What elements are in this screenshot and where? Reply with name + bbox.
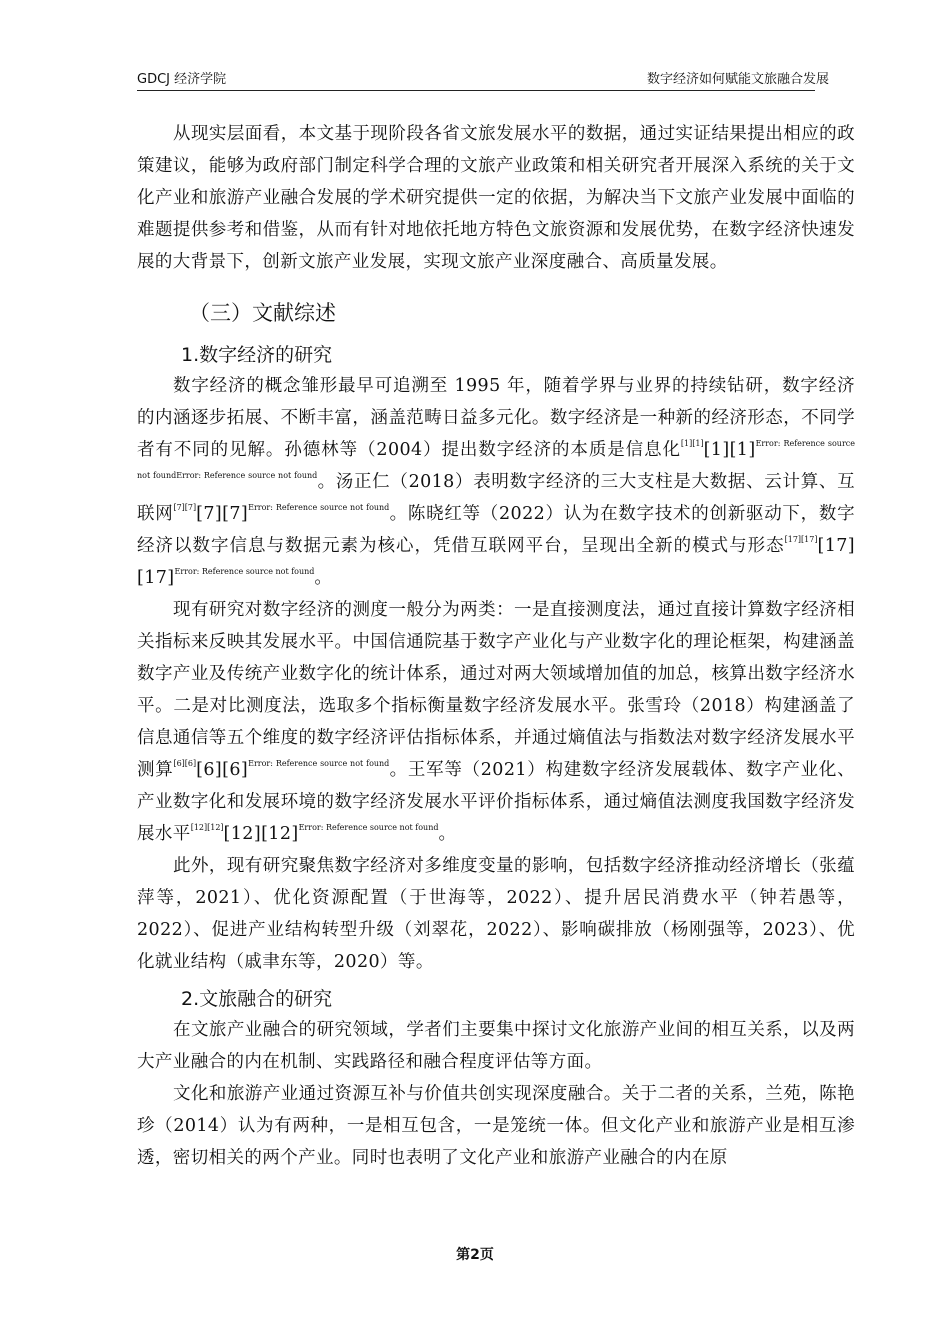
paragraph-digital-economy-measurement: [137, 594, 855, 850]
text-run: 。汤正仁（2018）表明数字经济的三大支柱是大数据、云计算、互联网: [137, 472, 856, 524]
reference-error-superscript: Error: Reference source not found: [298, 823, 439, 832]
citation-superscript: [6][6]: [173, 759, 197, 768]
text-run: 数字经济的概念雏形最早可追溯至 1995 年，随着学界与业界的持续钻研，数字经济的内涵逐步拓展、不断丰富，涵盖范畴日益多元化。数字经济是一种新的经济形态，不同学者有不同的见解。孙德林等（2004）提出数字经济的本质是信息化: [137, 376, 855, 460]
subheading-culture-tourism-integration: 2.文旅融合的研究: [181, 988, 333, 1010]
paragraph-integration-research-field: 在文旅产业融合的研究领域，学者们主要集中探讨文化旅游产业间的相互关系，以及两大产业融合的内在机制、实践路径和融合程度评估等方面。: [137, 1020, 855, 1072]
text-run: 。: [438, 824, 457, 844]
citation-superscript: [12][12]: [190, 823, 224, 832]
text-run: 。王军等（2021）构建数字经济发展载体、数字产业化、产业数字化和发展环境的数字经济发展水平评价指标体系，通过熵值法测度我国数字经济发展水平: [137, 760, 855, 844]
text-run: 。: [314, 568, 333, 588]
citation-superscript: [7][7]: [173, 503, 197, 512]
header-right-text: 数字经济如何赋能文旅融合发展: [646, 72, 829, 87]
reference-error-superscript: Error: Reference source not found: [174, 567, 315, 576]
citation-text: [1][1]: [703, 440, 756, 460]
page-body: [137, 118, 855, 1174]
citation-superscript: [17][17]: [784, 535, 818, 544]
reference-error-superscript: Error: Reference source not found: [248, 759, 390, 768]
citation-text: [12][12]: [223, 824, 299, 844]
paragraph-practical-significance: 从现实层面看，本文基于现阶段各省文旅发展水平的数据，通过实证结果提出相应的政策建议，能够为政府部门制定科学合理的文旅产业政策和相关研究者开展深入系统的关于文化产业和旅游产业融合发展的学术研究提供一定的依据，为解决当下文旅产业发展中面临的难题提供参考和借鉴，从而有针对地依托地方特色文旅资源和发展优势，在数字经济快速发展的大背景下，创新文旅产业发展，实现文旅产业深度融合、高质量发展。: [137, 124, 855, 272]
header-left-text: GDCJ 经济学院: [137, 72, 227, 87]
reference-error-superscript: Error: Reference source not found: [248, 503, 390, 512]
page-number: 第2页: [456, 1247, 494, 1263]
paragraph-industry-relationship: 文化和旅游产业通过资源互补与价值共创实现深度融合。关于二者的关系，兰苑，陈艳珍（2014）认为有两种，一是相互包含，一是笼统一体。但文化产业和旅游产业是相互渗透，密切相关的两个产业。同时也表明了文化产业和旅游产业融合的内在原: [137, 1084, 855, 1168]
reference-error-superscript: Error: Reference source not foundError: Reference source not found: [137, 439, 855, 480]
paragraph-digital-economy-concept: [137, 370, 855, 594]
text-run: 。陈晓红等（2022）认为在数字技术的创新驱动下，数字经济以数字信息与数据元素为核心，凭借互联网平台，呈现出全新的模式与形态: [137, 504, 855, 556]
section-heading-literature-review: （三）文献综述: [189, 301, 336, 325]
citation-text: [7][7]: [196, 504, 249, 524]
citation-superscript: [1][1]: [680, 439, 704, 448]
paragraph-digital-economy-effects: 此外，现有研究聚焦数字经济对多维度变量的影响，包括数字经济推动经济增长（张蕴萍等，2021）、优化资源配置（于世海等，2022）、提升居民消费水平（钟若愚等，2022）、促进产业结构转型升级（刘翠花，2022）、影响碳排放（杨刚强等，2023）、优化就业结构（戚聿东等，2020）等。: [137, 856, 855, 972]
text-run: 现有研究对数字经济的测度一般分为两类：一是直接测度法，通过直接计算数字经济相关指标来反映其发展水平。中国信通院基于数字产业化与产业数字化的理论框架，构建涵盖数字产业及传统产业数字化的统计体系，通过对两大领域增加值的加总，核算出数字经济水平。二是对比测度法，选取多个指标衡量数字经济发展水平。张雪玲（2018）构建涵盖了信息通信等五个维度的数字经济评估指标体系，并通过熵值法与指数法对数字经济发展水平测算: [137, 600, 855, 780]
subheading-digital-economy: 1.数字经济的研究: [181, 344, 333, 366]
citation-text: [17][17]: [137, 536, 855, 588]
citation-text: [6][6]: [196, 760, 249, 780]
page-header: [137, 62, 829, 91]
